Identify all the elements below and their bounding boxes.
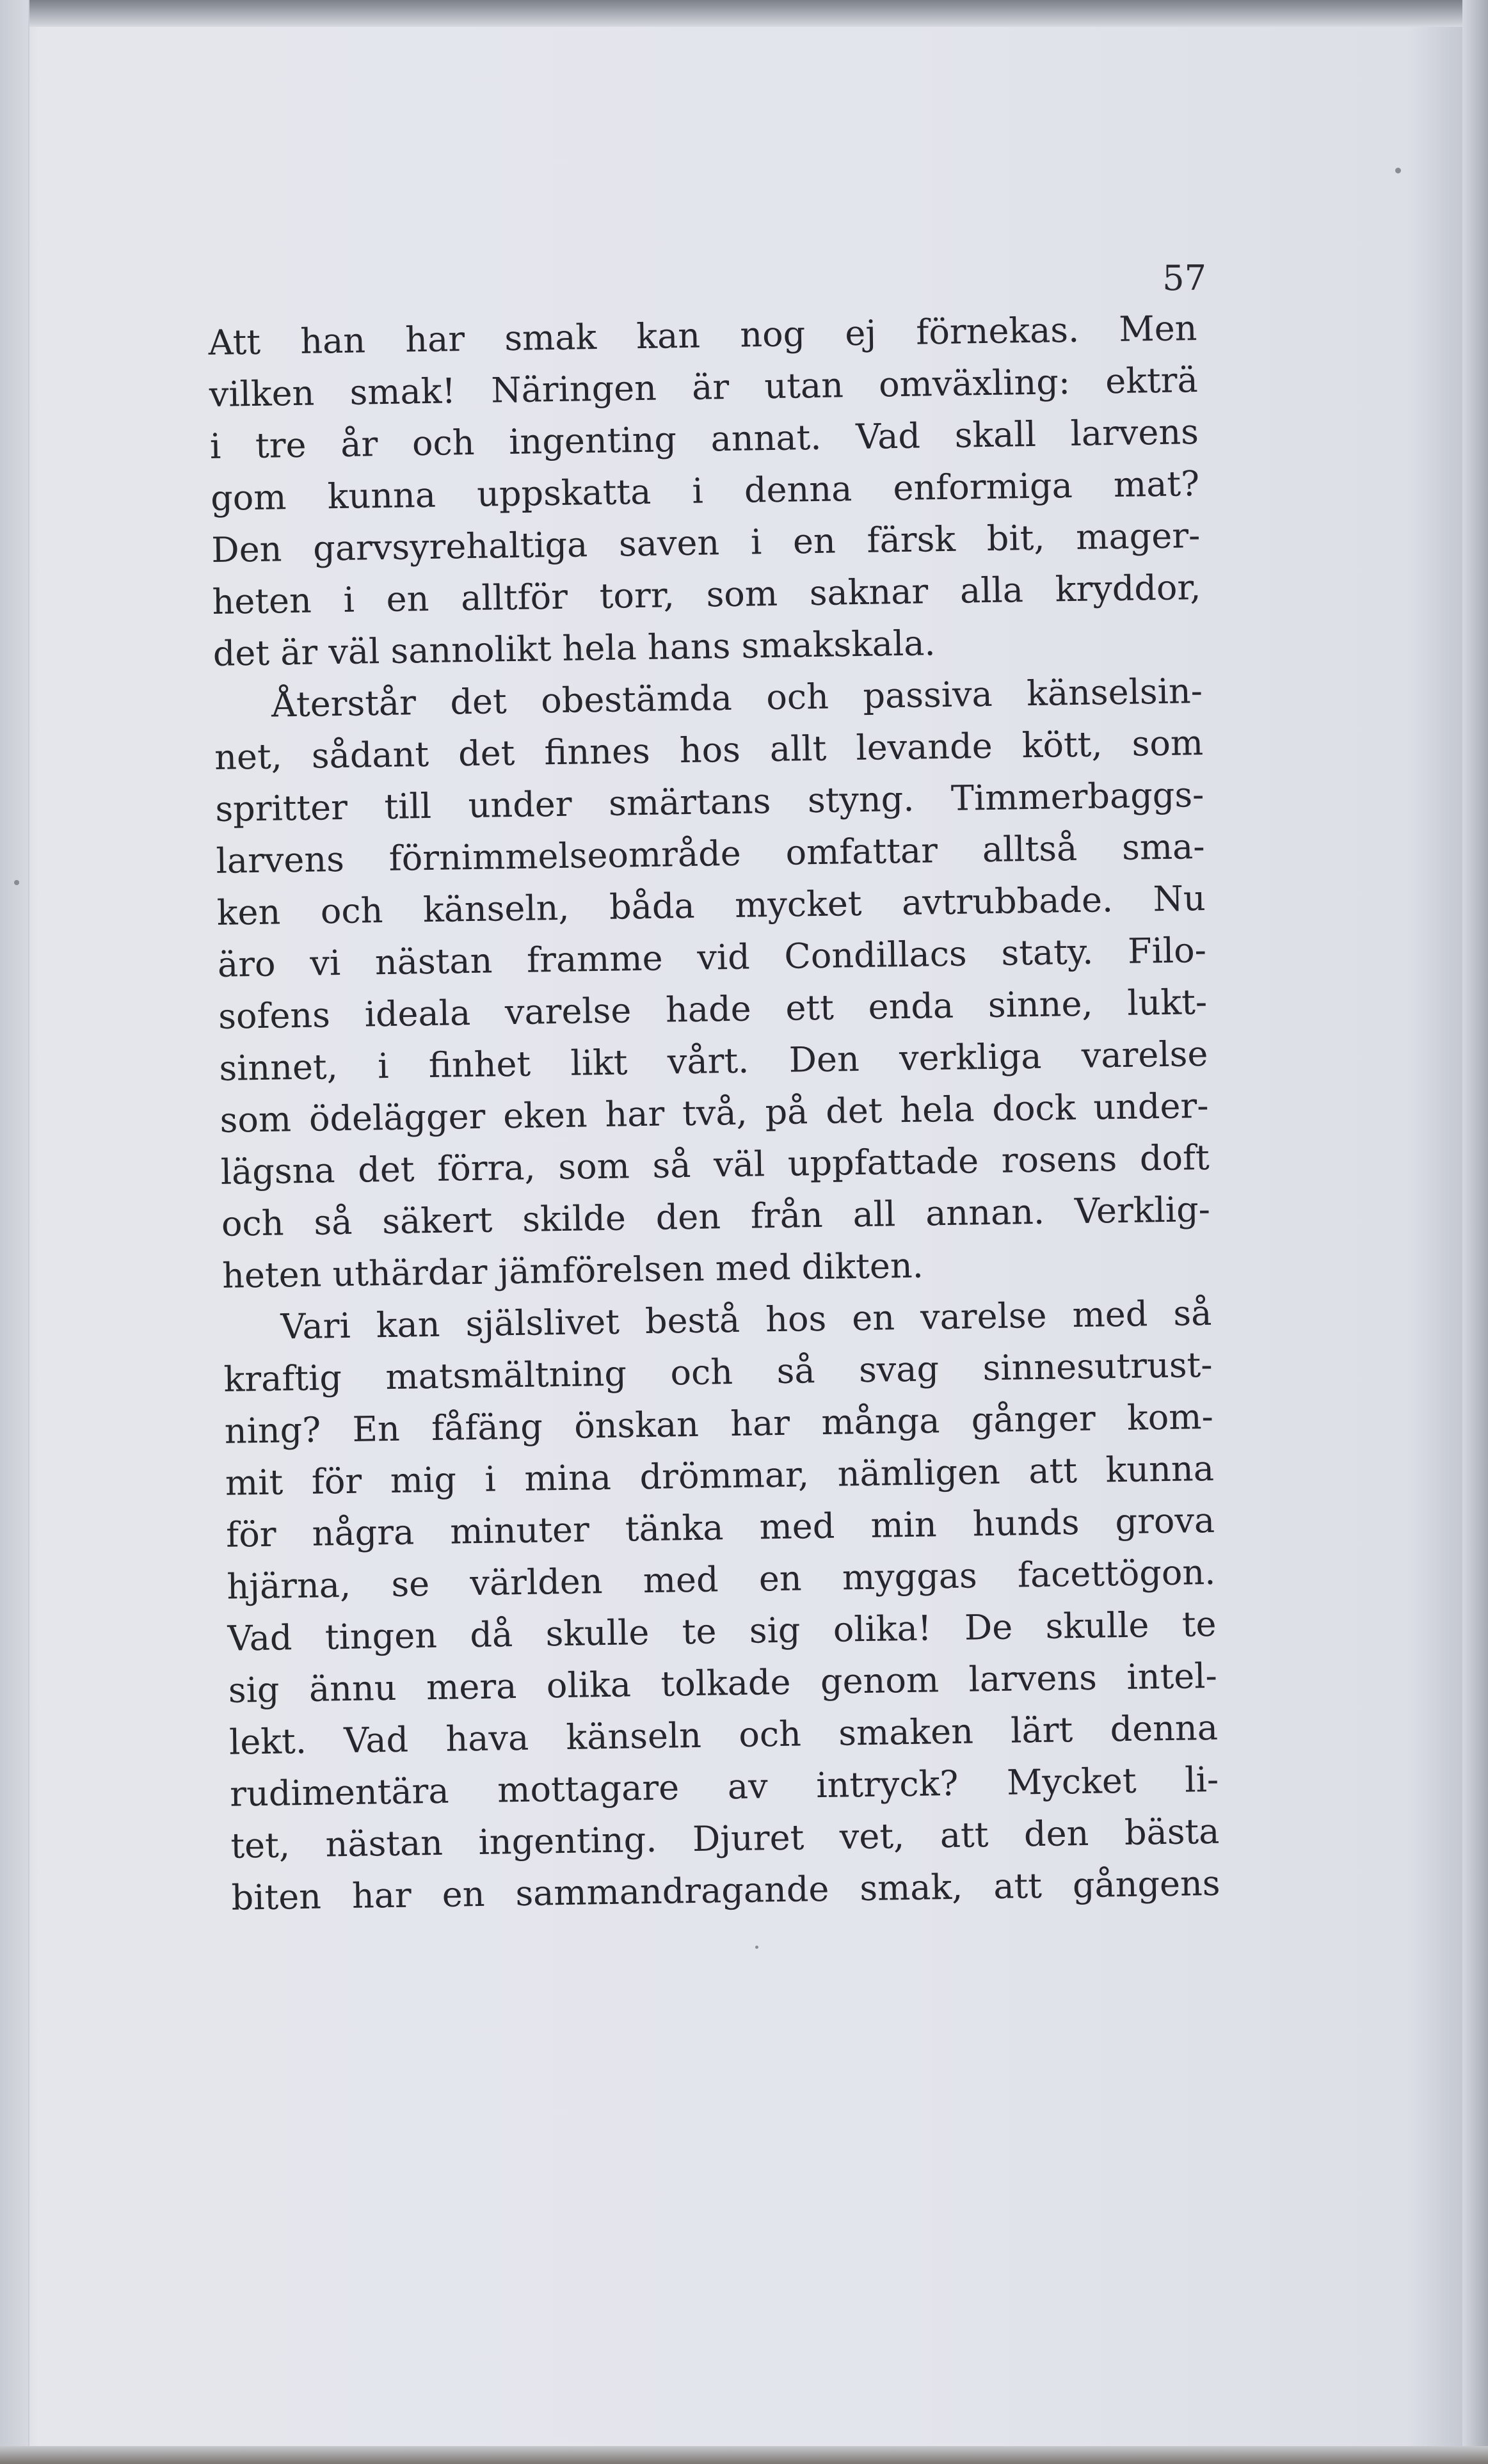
text-line: i tre år och ingenting annat. Vad skall larvens	[209, 412, 1199, 467]
text-line: lekt. Vad hava känseln och smaken lärt denna	[228, 1707, 1219, 1763]
text-line: tet, nästan ingenting. Djuret vet, att den bästa	[230, 1811, 1220, 1866]
text-line: gom kunna uppskatta i denna enformiga mat?	[210, 463, 1200, 518]
text-line: Den garvsyrehaltiga saven i en färsk bit, mager-	[211, 515, 1201, 570]
text-line: det är väl sannolikt hela hans smakskala.	[212, 623, 936, 674]
text-line: sofens ideala varelse hade ett enda sinne, lukt-	[218, 981, 1208, 1037]
page-number: 57	[1162, 258, 1206, 298]
text-line: hjärna, se världen med en myggas facettögon.	[226, 1551, 1216, 1607]
text-line: rudimentära mottagare av intryck? Mycket li-	[229, 1759, 1219, 1814]
text-line: spritter till under smärtans styng. Timmerbaggs-	[214, 774, 1204, 829]
text-line: heten uthärdar jämförelsen med dikten.	[221, 1245, 924, 1296]
page-left-margin-edge	[0, 0, 29, 2464]
text-line: lägsna det förra, som så väl uppfattade rosens doft	[220, 1137, 1210, 1192]
page-bottom-edge-shadow	[0, 2446, 1488, 2464]
text-line: biten har en sammandragande smak, att gångens	[231, 1862, 1220, 1918]
text-line: för några minuter tänka med min hunds grova	[225, 1500, 1215, 1555]
text-line: vilken smak! Näringen är utan omväxling: ekträ	[209, 360, 1199, 415]
text-line: sinnet, i finhet likt vårt. Den verkliga varelse	[218, 1033, 1208, 1089]
text-line: sig ännu mera olika tolkade genom larvens intel-	[228, 1655, 1218, 1711]
paper-speck	[14, 880, 19, 885]
text-line: ning? En fåfäng önskan har många gånger kom-	[224, 1396, 1214, 1452]
text-line: Vari kan själslivet bestå hos en varelse med så	[280, 1292, 1212, 1347]
text-line: mit för mig i mina drömmar, nämligen att kunna	[225, 1448, 1215, 1503]
text-line: kraftig matsmältning och så svag sinnesutrust-	[223, 1344, 1213, 1400]
text-line: heten i en alltför torr, som saknar alla kryddor,	[212, 567, 1201, 622]
paper-speck	[755, 1946, 758, 1949]
body-text	[208, 302, 1220, 1924]
text-line: och så säkert skilde den från all annan. Verklig-	[221, 1188, 1211, 1244]
text-line: Återstår det obestämda och passiva känselsin-	[271, 671, 1203, 725]
text-line: net, sådant det finnes hos allt levande kött, som	[214, 723, 1204, 778]
text-line: äro vi nästan framme vid Condillacs staty. Filo-	[217, 929, 1207, 985]
page-right-edge-shadow	[1462, 0, 1488, 2464]
text-line: Att han har smak kan nog ej förnekas. Men	[208, 308, 1197, 363]
page-top-edge-shadow	[0, 0, 1488, 27]
text-line: larvens förnimmelseområde omfattar alltså sma-	[216, 826, 1205, 881]
text-line: Vad tingen då skulle te sig olika! De skulle te	[227, 1603, 1217, 1659]
text-line: som ödelägger eken har två, på det hela dock under-	[220, 1085, 1209, 1140]
text-line: ken och känseln, båda mycket avtrubbade. Nu	[216, 877, 1206, 933]
paper-speck	[1395, 168, 1401, 173]
